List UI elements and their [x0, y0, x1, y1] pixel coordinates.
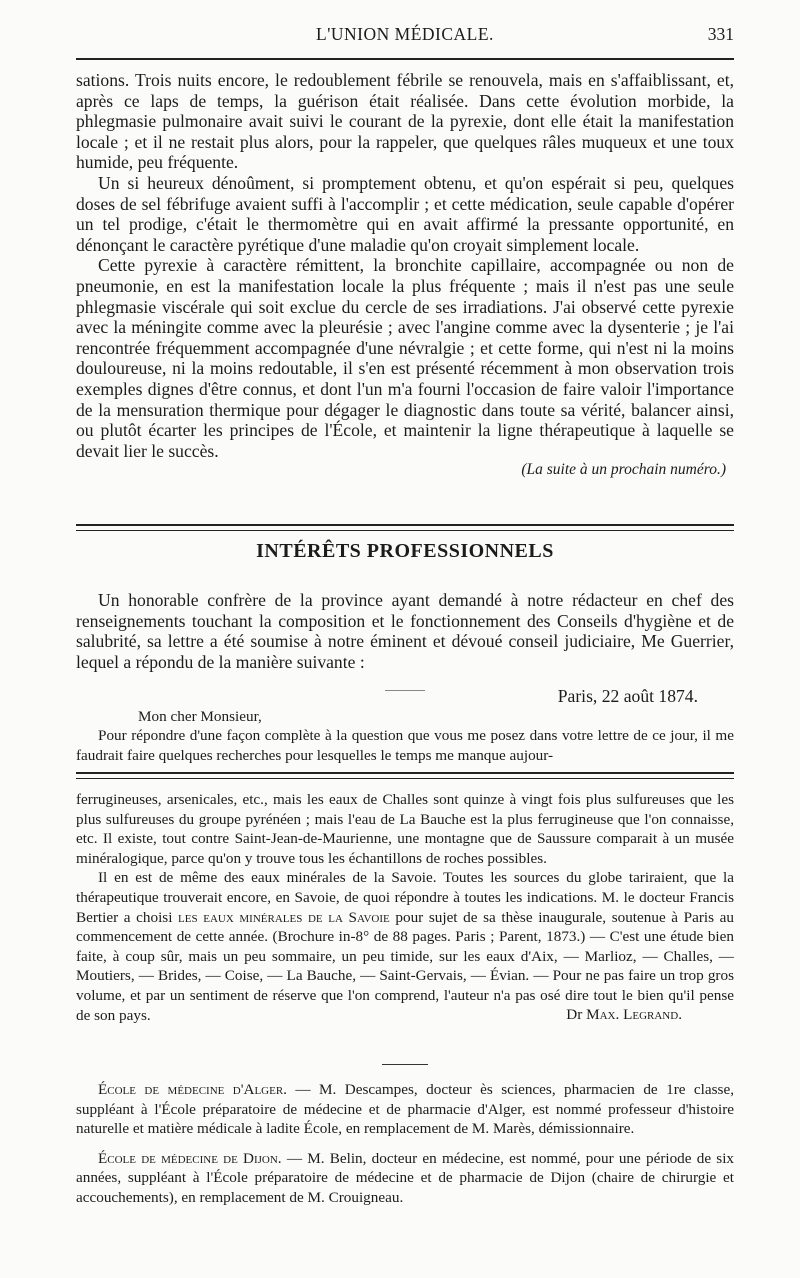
letter-salutation: Mon cher Monsieur, [138, 707, 262, 725]
signature-prefix: Dr [566, 1006, 583, 1024]
running-header [76, 24, 734, 50]
review-text: Il en est de même des eaux minérales de la Savoie. Toutes les sources du globe tariraient, que la thérapeutique trouverait encore, en Savoie, de quoi répondre à toutes les indications. M. le docteur Francis Bertier a choisi [76, 869, 734, 926]
header-rule [76, 58, 734, 60]
review-paragraph [76, 868, 734, 1025]
section-divider [76, 524, 734, 531]
article-paragraph: Un si heureux dénoûment, si promptement obtenu, et qu'on espérait si peu, quelques doses de sel fébrifuge avaient suffi à l'accomplir ; et cette médication, seule capable d'opérer un tel prodige, c'était le thermomètre qui en avait affirmé la pressante opportunité, en dénonçant le caractère pyrétique d'une maladie qu'on croyait simplement locale. [76, 172, 734, 255]
continuation-note: (La suite à un prochain numéro.) [521, 461, 726, 479]
review-text: pour sujet de sa thèse inaugurale, soutenue à Paris au commencement de cette année. (Brochure in-8° de 88 pages. Paris ; Parent, 1873.) — C'est une étude bien faite, à coup sûr, mais un peu sommaire, un peu timide, sur les eaux d'Aix, — Marlioz, — Challes, — Moutiers, — Brides, — Coise, — La Bauche, — Saint-Gervais, — Évian. — Pour ne pas faire un trop gros volume, et par un sentiment de réserve que l'on comprend, l'auteur n'a pas osé dire tout le bien qu'il pense de son pays. [76, 908, 734, 1024]
letter-dateline: Paris, 22 août 1874. [557, 686, 698, 706]
savoie-review [76, 790, 734, 1025]
nomination-heading: École de médecine d'Alger. [98, 1081, 287, 1098]
article-paragraph: sations. Trois nuits encore, le redoublement fébrile se renouvela, mais en s'affaiblissant, et, après ce laps de temps, la guérison était réalisée. Dans cette évolution morbide, la phlegmasie pulmonaire avait suivi le courant de la pyrexie, dont elle était la manifestation locale ; et il ne restait plus alors, pour la rappeler, que quelques râles muqueux et une toux humide, peu fréquente. [76, 70, 734, 173]
review-paragraph: ferrugineuses, arsenicales, etc., mais les eaux de Challes sont quinze à vingt fois plus sulfureuses que les plus sulfureuses du groupe pyrénéen ; mais l'eau de La Bauche est la plus ferrugineuse que l'on connaisse, etc. Il existe, tout contre Saint-Jean-de-Maurienne, une montagne que de Saussure comparait à un musée minéralogique, parce qu'on y trouve tous les échantillons de roches possibles. [76, 791, 734, 867]
nomination-heading: École de médecine de Dijon. [98, 1149, 282, 1167]
interets-section [76, 540, 734, 563]
nomination-text: — M. Descampes, docteur ès sciences, pharmacien de 1re classe, suppléant à l'École préparatoire de médecine et de pharmacie d'Alger, est nommé professeur d'histoire naturelle et matière médicale à ladite École, en remplacement de M. Marès, démissionnaire. [76, 1081, 734, 1138]
letter [76, 686, 734, 765]
section-title: INTÉRÊTS PROFESSIONNELS [256, 540, 554, 562]
letter-body: Pour répondre d'une façon complète à la question que vous me posez dans votre lettre de ce jour, il me faudrait faire quelques recherches pour lesquelles le temps me manque aujour- [76, 727, 734, 764]
article-continued [76, 70, 734, 479]
thesis-title: les eaux minérales de la Savoie [178, 908, 390, 926]
article-paragraph: Cette pyrexie à caractère rémittent, la bronchite capillaire, accompagnée ou non de pneumonie, en est la manifestation locale la plus fréquente ; mais il n'est pas une seule phlegmasie viscérale qui soit exclue du cercle de ses irradiations. J'ai observé cette pyrexie avec la méningite comme avec la pleurésie ; avec l'angine comme avec la dysenterie ; je l'ai rencontrée fréquemment accompagnée d'une névralgie ; et cette forme, qui n'est ni la moins douloureuse, ni la moins redoutable, il s'en est présenté récemment à mon observation trois exemples dignes d'être connus, et dont l'un m'a fourni l'occasion de faire valoir l'importance de la mensuration thermique pour dégager le diagnostic dans toute sa vérité, balancer ainsi, ou plutôt écarter les principes de l'École, et maintenir la ligne thérapeutique à laquelle se devait lier le succès. [76, 255, 734, 461]
signature-name: Max. Legrand. [586, 1006, 682, 1024]
nominations [76, 1080, 734, 1208]
interets-body [76, 590, 734, 672]
nomination-text: — M. Belin, docteur en médecine, est nommé, pour une période de six années, suppléant à l'École préparatoire de médecine et de pharmacie de Dijon (chaire de chirurgie et accouchements), en remplacement de M. Crouigneau. [76, 1149, 735, 1206]
signature [76, 1005, 734, 1025]
journal-title: L'UNION MÉDICALE. [316, 24, 494, 44]
section-divider [76, 772, 734, 779]
page-number: 331 [707, 24, 734, 44]
nomination-item [76, 1080, 734, 1139]
short-rule [382, 1064, 428, 1065]
nomination-item [76, 1149, 734, 1208]
interets-intro: Un honorable confrère de la province ayant demandé à notre rédacteur en chef des renseignements touchant la composition et le fonctionnement des Conseils d'hygiène et de salubrité, sa lettre a été soumise à notre éminent et dévoué conseil judiciaire, Me Guerrier, lequel a répondu de la manière suivante : [76, 590, 734, 672]
